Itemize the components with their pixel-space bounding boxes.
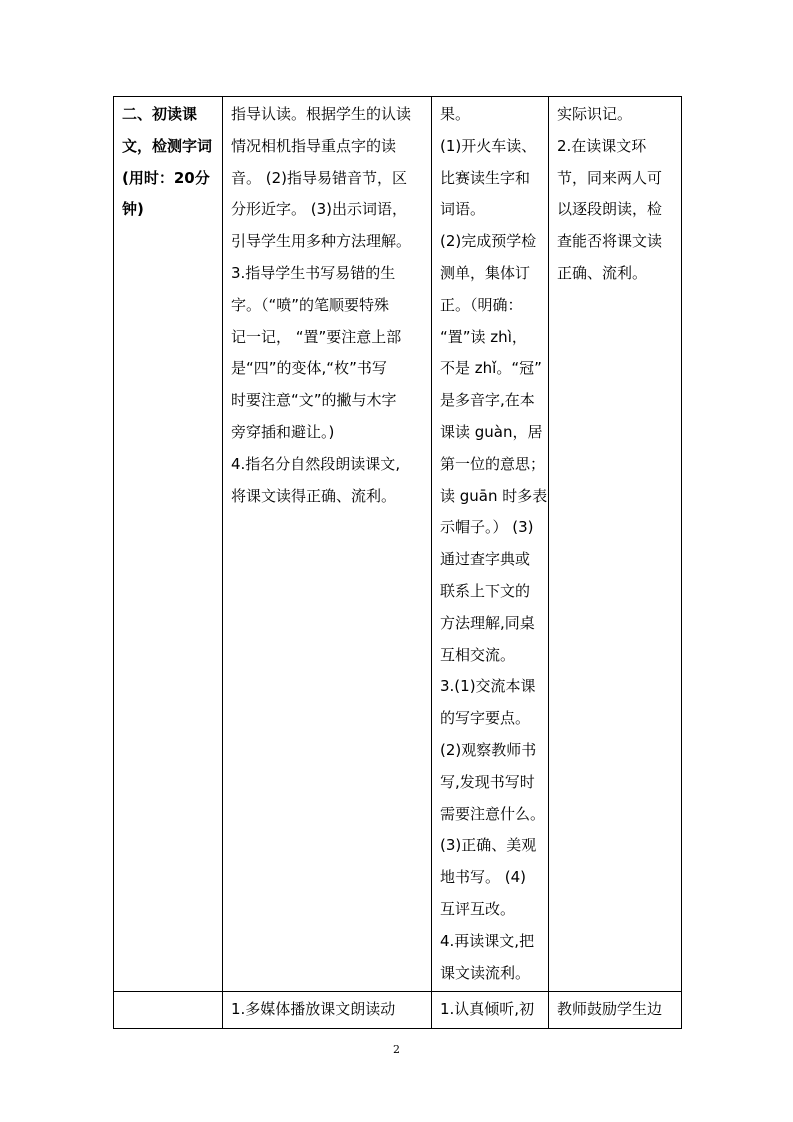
text-line: 旁穿插和避让。) xyxy=(231,422,335,441)
text-line: 查能否将课文读 xyxy=(557,232,663,251)
text-line: 3.指导学生书写易错的生 xyxy=(231,263,396,282)
text-line: 比赛读生字和 xyxy=(440,168,531,187)
lesson-plan-table xyxy=(113,96,682,1029)
text-line: 地书写。 (4) xyxy=(440,868,527,887)
stage-cell xyxy=(114,992,223,1029)
text-line: 时要注意“文”的撇与木字 xyxy=(231,391,397,410)
text-line: 联系上下文的 xyxy=(440,581,531,600)
text-line: 4.指名分自然段朗读课文, xyxy=(231,454,401,473)
stage-line: 文，检测字词 xyxy=(122,136,213,155)
text-line: 以逐段朗读，检 xyxy=(557,200,663,219)
text-line: 教师鼓励学生边 xyxy=(557,1000,663,1019)
text-line: (2)观察教师书 xyxy=(440,740,537,759)
design-intent-cell xyxy=(549,97,682,992)
text-line: 分形近字。 (3)出示词语， xyxy=(231,200,408,219)
text-line: 1.认真倾听,初 xyxy=(440,1000,535,1019)
text-line: 是多音字,在本 xyxy=(440,391,535,410)
page-number: 2 xyxy=(393,1043,400,1056)
text-line: (2)完成预学检 xyxy=(440,232,537,251)
text-line: 互评互改。 xyxy=(440,899,516,918)
text-line: 互相交流。 xyxy=(440,645,516,664)
text-line: 果。 xyxy=(440,105,471,123)
table-row xyxy=(114,97,682,992)
text-line: 3.(1)交流本课 xyxy=(440,677,536,696)
table-row xyxy=(114,992,682,1029)
text-line: 测单，集体订 xyxy=(440,263,531,282)
text-line: 1.多媒体播放课文朗读动 xyxy=(231,1000,396,1019)
text-line: 写,发现书写时 xyxy=(440,772,535,791)
text-line: 音。 (2)指导易错音节，区 xyxy=(231,168,408,187)
stage-line: (用时：20分 xyxy=(122,168,210,187)
text-line: 4.再读课文,把 xyxy=(440,931,535,950)
teacher-activity-cell xyxy=(223,992,432,1029)
text-line: 读 guān 时多表 xyxy=(440,486,548,505)
text-line: 字。（“喷”的笔顺要特殊 xyxy=(231,295,390,314)
stage-cell xyxy=(114,97,223,992)
text-line: 方法理解,同桌 xyxy=(440,613,535,632)
design-intent-cell xyxy=(549,992,682,1029)
text-line: 2.在读课文环 xyxy=(557,136,647,155)
text-line: (3)正确、美观 xyxy=(440,836,537,855)
text-line: 实际识记。 xyxy=(557,105,633,123)
stage-line: 钟) xyxy=(122,200,144,219)
text-line: 课读 guàn，居 xyxy=(440,422,543,441)
student-activity-cell xyxy=(432,97,549,992)
text-line: (1)开火车读、 xyxy=(440,136,537,155)
text-line: 通过查字典或 xyxy=(440,550,531,569)
stage-line: 二、初读课 xyxy=(122,105,198,123)
text-line: 节，同来两人可 xyxy=(557,168,663,187)
teacher-activity-cell xyxy=(223,97,432,992)
text-line: 示帽子。） (3) xyxy=(440,518,534,537)
student-activity-cell xyxy=(432,992,549,1029)
text-line: 正。（明确： xyxy=(440,295,523,314)
text-line: 正确、流利。 xyxy=(557,263,648,282)
text-line: 将课文读得正确、流利。 xyxy=(231,486,397,505)
text-line: 课文读流利。 xyxy=(440,963,531,982)
text-line: 不是 zhǐ。“冠” xyxy=(440,359,542,378)
text-line: “置”读 zhì， xyxy=(440,327,527,346)
text-line: 指导认读。根据学生的认读 xyxy=(231,105,412,123)
text-line: 需要注意什么。 xyxy=(440,804,546,823)
text-line: 引导学生用多种方法理解。 xyxy=(231,232,412,251)
text-line: 是“四”的变体,“枚”书写 xyxy=(231,359,387,378)
text-line: 记一记， “置”要注意上部 xyxy=(231,327,402,346)
text-line: 第一位的意思； xyxy=(440,454,546,473)
text-line: 情况相机指导重点字的读 xyxy=(231,136,397,155)
text-line: 词语。 xyxy=(440,200,486,219)
text-line: 的写字要点。 xyxy=(440,709,531,728)
